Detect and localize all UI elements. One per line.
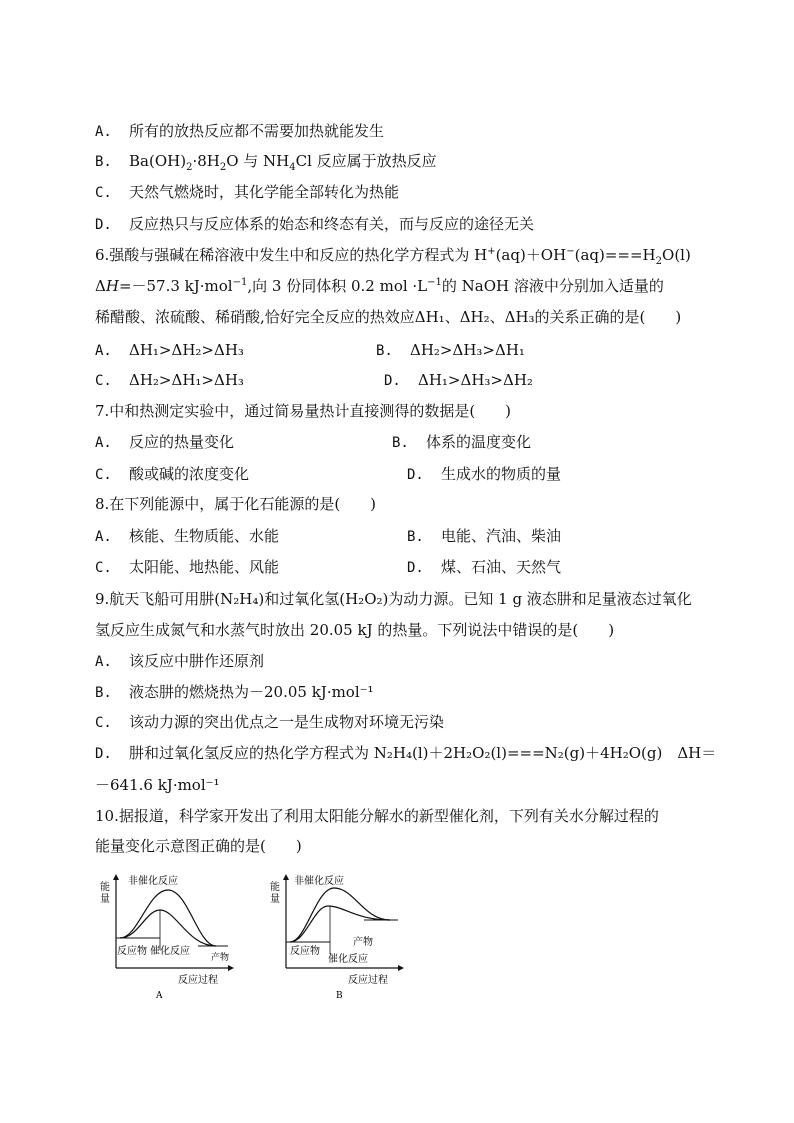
top-label: 非催化反应 [294, 876, 344, 887]
q5-option-b: B. $Ba(OH)_2\cdot 8H_2O$ 与 $NH_4Cl$ 反应属于放热反应 [95, 152, 437, 173]
diagram-a [98, 870, 238, 1000]
xlabel: 反应过程 [348, 975, 388, 986]
q5-option-d: D. 反应热只与反应体系的始态和终态有关，而与反应的途径无关 [95, 215, 535, 233]
y-axis-arrow [113, 874, 119, 880]
reactant-label: 反应物 [290, 946, 320, 957]
q6-stem-line3: 稀醋酸、浓硫酸、稀硝酸,恰好完全反应的热效应ΔH₁、ΔH₂、ΔH₃的关系正确的是( ) [95, 308, 682, 326]
q5-option-c: C. 天然气燃烧时，其化学能全部转化为热能 [95, 183, 400, 201]
caption: A [156, 991, 163, 1000]
q6-option-a: A. ΔH₁>ΔH₂>ΔH₃ [95, 341, 244, 359]
product-label: 产物 [353, 937, 373, 948]
q7-option-a: A. 反应的热量变化 [95, 433, 235, 451]
q6-stem-line1: 6.强酸与强碱在稀溶液中发生中和反应的热化学方程式为 $H^+(aq)+OH^-(aq)===H_2O(l)$ [95, 246, 691, 267]
q10-stem-line2: 能量变化示意图正确的是( ) [95, 837, 302, 855]
q6-stem-line2: ΔH=－57.3 kJ·mol$^{-1}$,向 3 份同体积 0.2 mol $\cdot L^{-1}$的 NaOH 溶液中分别加入适量的 [95, 277, 664, 295]
q9-stem-line1: 9.航天飞船可用肼(N₂H₄)和过氧化氢(H₂O₂)为动力源。已知 1 g 液态肼和足量液态过氧化 [95, 590, 692, 608]
q6-option-c: C. ΔH₂>ΔH₁>ΔH₃ [95, 371, 244, 389]
q9-option-b: B. 液态肼的燃烧热为－20.05 kJ·mol⁻¹ [95, 683, 374, 701]
catalyzed-curve [290, 906, 390, 942]
ylabel-1: 能 [270, 882, 280, 893]
q7-option-d: D. 生成水的物质的量 [407, 465, 562, 483]
q8-option-c: C. 太阳能、地热能、风能 [95, 558, 280, 576]
catalyzed-label: 催化反应 [150, 946, 190, 957]
diagram-b-svg [268, 870, 408, 1000]
q8-option-a: A. 核能、生物质能、水能 [95, 527, 280, 545]
q8-stem: 8.在下列能源中，属于化石能源的是( ) [95, 495, 377, 513]
diagram-a-svg [98, 870, 238, 1000]
q9-option-c: C. 该动力源的突出优点之一是生成物对环境无污染 [95, 713, 445, 731]
x-axis-arrow [228, 965, 234, 971]
q6-option-d: D. ΔH₁>ΔH₃>ΔH₂ [384, 371, 533, 389]
q8-option-b: B. 电能、汽油、柴油 [407, 527, 562, 545]
noncatalyzed-curve [290, 888, 390, 942]
q8-option-d: D. 煤、石油、天然气 [407, 558, 562, 576]
reactant-label: 反应物 [117, 946, 147, 957]
top-label: 非催化反应 [128, 876, 178, 887]
q10-stem-line1: 10.据报道，科学家开发出了利用太阳能分解水的新型催化剂，下列有关水分解过程的 [95, 807, 659, 825]
q7-option-b: B. 体系的温度变化 [392, 433, 532, 451]
q9-option-d: D. 肼和过氧化氢反应的热化学方程式为 N₂H₄(l)＋2H₂O₂(l)===N₂(g)＋4H₂O(g) ΔH＝ [95, 744, 717, 762]
q6-option-b: B. ΔH₂>ΔH₃>ΔH₁ [376, 341, 525, 359]
xlabel: 反应过程 [178, 975, 218, 986]
ylabel-2: 量 [270, 894, 280, 905]
diagram-b [268, 870, 408, 1000]
ylabel-2: 量 [100, 894, 110, 905]
x-axis-arrow [398, 965, 404, 971]
q9-option-d-continued: －641.6 kJ·mol⁻¹ [95, 776, 220, 794]
q5-option-a: A. 所有的放热反应都不需要加热就能发生 [95, 122, 385, 140]
q9-stem-line2: 氢反应生成氮气和水蒸气时放出 20.05 kJ 的热量。下列说法中错误的是( ) [95, 621, 615, 639]
y-axis-arrow [283, 874, 289, 880]
product-label: 产物 [211, 953, 230, 963]
catalyzed-label: 催化反应 [328, 954, 368, 965]
q7-stem: 7.中和热测定实验中，通过简易量热计直接测得的数据是( ) [95, 402, 512, 420]
q7-option-c: C. 酸或碱的浓度变化 [95, 465, 250, 483]
caption: B [336, 991, 343, 1000]
ylabel-1: 能 [100, 882, 110, 893]
q9-option-a: A. 该反应中肼作还原剂 [95, 652, 265, 670]
